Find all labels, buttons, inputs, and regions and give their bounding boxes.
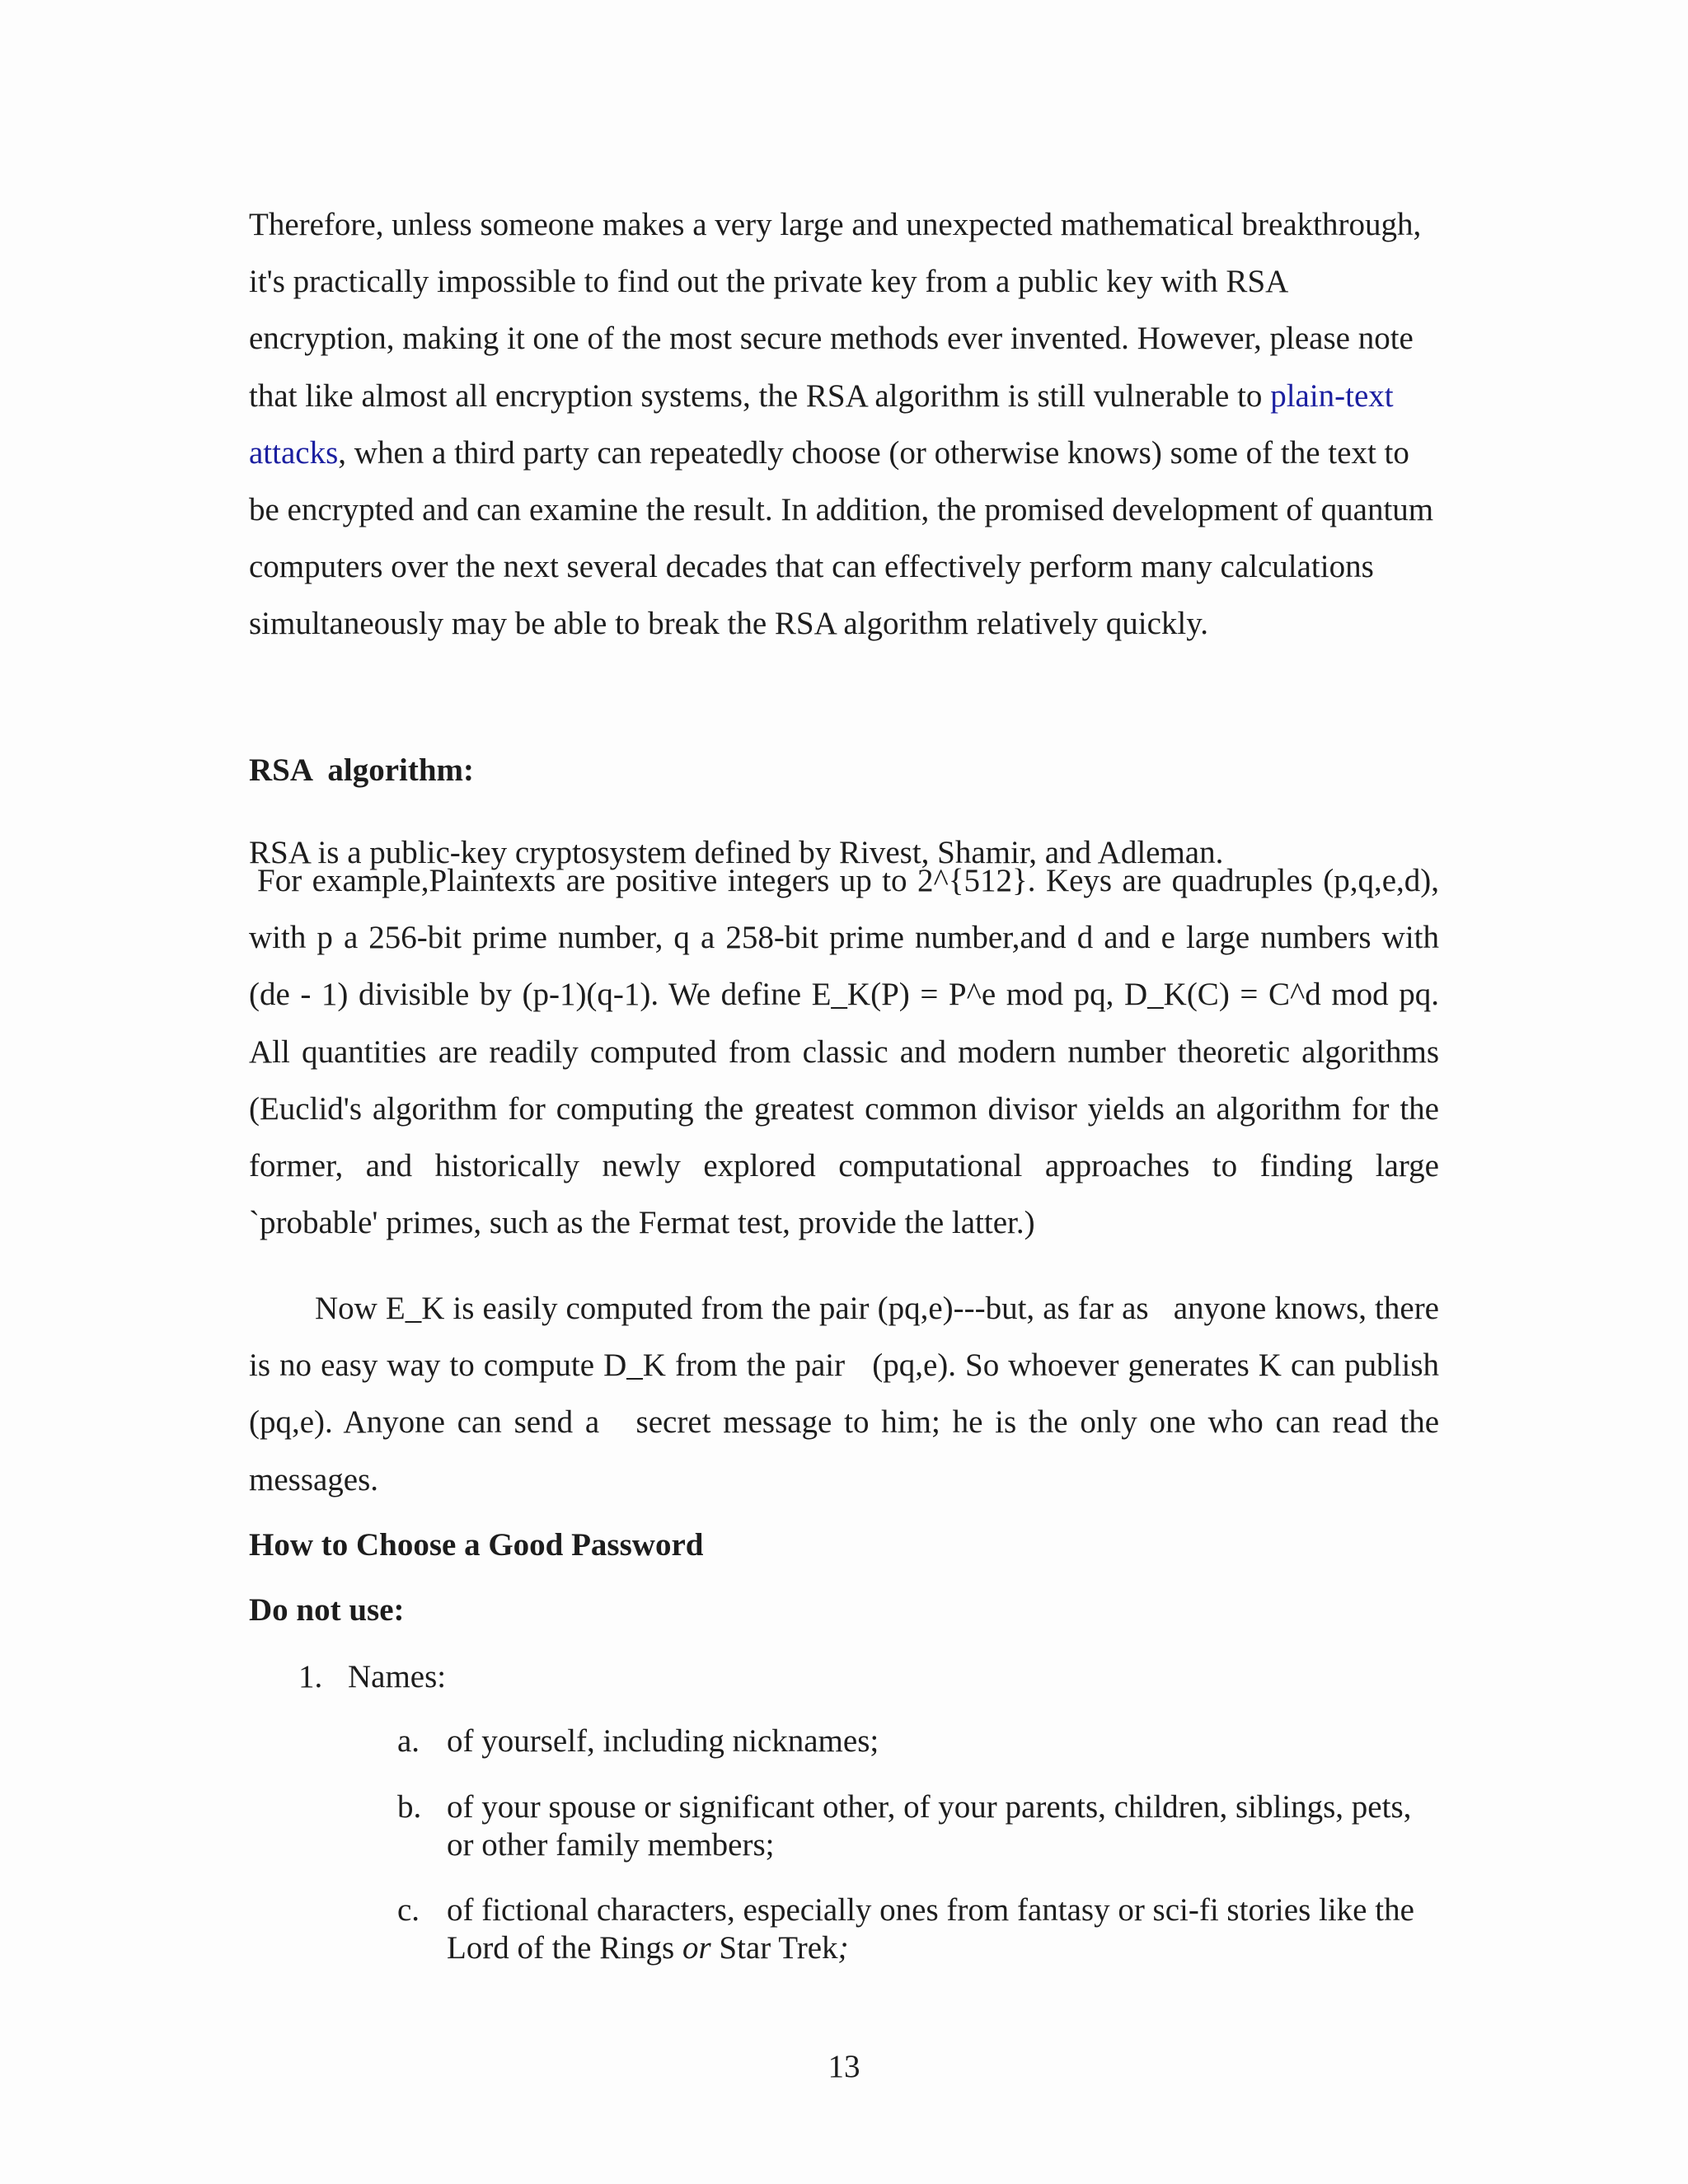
- sub-list-text-end: ;: [837, 1930, 849, 1966]
- rsa-example-text: For example,Plaintexts are positive integers up to 2^{512}. Keys are quadruples (p,q,e,d), with p a 256-bit prime number, q a 258-bit prime number,and d and e large numbers with (de - 1) divisible by (p-1)(q-1). We define E_K(P) = P^e mod pq, D_K(C) = C^d mod pq. All quantities are readily computed from classic and modern number theoretic algorithms (Euclid's algorithm for computing the greatest common divisor yields an algorithm for the former, and historically newly explored computational approaches to finding large `probable' primes, such as the Fermat test, provide the latter.): [249, 863, 1439, 1241]
- sub-list-item: [397, 1788, 1428, 1864]
- rsa-key-text-2: anyone knows, there is no easy way to compute D_K from the pair: [249, 1291, 1439, 1384]
- rsa-example-paragraph: [249, 852, 1439, 1251]
- intro-text-after-link: , when a third party can repeatedly choose (or otherwise knows) some of the text to be encrypted and can examine the result. In addition, the promised development of quantum computers over the next several decades that can effectively perform many calculations simultaneously may be able to break the RSA algorithm relatively quickly.: [249, 434, 1434, 642]
- intro-paragraph: [249, 196, 1439, 653]
- do-not-use-heading: Do not use:: [249, 1592, 405, 1628]
- rsa-key-text-1: Now E_K is easily computed from the pair (pq,e)---but, as far as: [315, 1291, 1149, 1326]
- rsa-key-paragraph: [249, 1280, 1439, 1508]
- sub-list-text-italic: or: [682, 1930, 711, 1966]
- page-number: 13: [828, 2049, 860, 2084]
- sub-list-item: [397, 1891, 1428, 1967]
- sub-list-item: [397, 1722, 1428, 1760]
- sub-list-text-part: Star Trek: [710, 1930, 838, 1966]
- rsa-key-text-4: secret message to him; he is the only one who can read the messages.: [249, 1404, 1439, 1497]
- sub-list-marker: c.: [397, 1892, 420, 1928]
- sub-list-marker: a.: [397, 1723, 420, 1759]
- sub-list-text: [447, 1891, 1428, 1967]
- plain-text-attacks-link[interactable]: plain-text attacks: [249, 377, 1394, 471]
- rsa-algorithm-heading: RSA algorithm:: [249, 752, 474, 788]
- numbered-list-item: [298, 1657, 446, 1697]
- sub-list-text-part: of fictional characters, especially ones from fantasy or sci-fi stories like the Lord of the Rings: [447, 1892, 1414, 1966]
- sub-list-marker: b.: [397, 1789, 422, 1825]
- rsa-definition-line: RSA is a public-key cryptosystem defined by Rivest, Shamir, and Adleman.: [249, 835, 1224, 870]
- password-heading: How to Choose a Good Password: [249, 1527, 704, 1563]
- sub-list-text: of your spouse or significant other, of your parents, children, siblings, pets, or other family members;: [447, 1789, 1412, 1863]
- intro-text-before-link: Therefore, unless someone makes a very large and unexpected mathematical breakthrough, it's practically impossible to find out the private key from a public key with RSA encryption, making it one of the most secure methods ever invented. However, please note that like almost all encryption systems, the RSA algorithm is still vulnerable to: [249, 207, 1422, 414]
- list-number: 1.: [298, 1659, 323, 1694]
- list-item-label: Names:: [348, 1659, 447, 1694]
- sub-list-text: of yourself, including nicknames;: [447, 1723, 879, 1759]
- rsa-key-text-3: (pq,e). So whoever generates K can publish (pq,e). Anyone can send a: [249, 1347, 1439, 1441]
